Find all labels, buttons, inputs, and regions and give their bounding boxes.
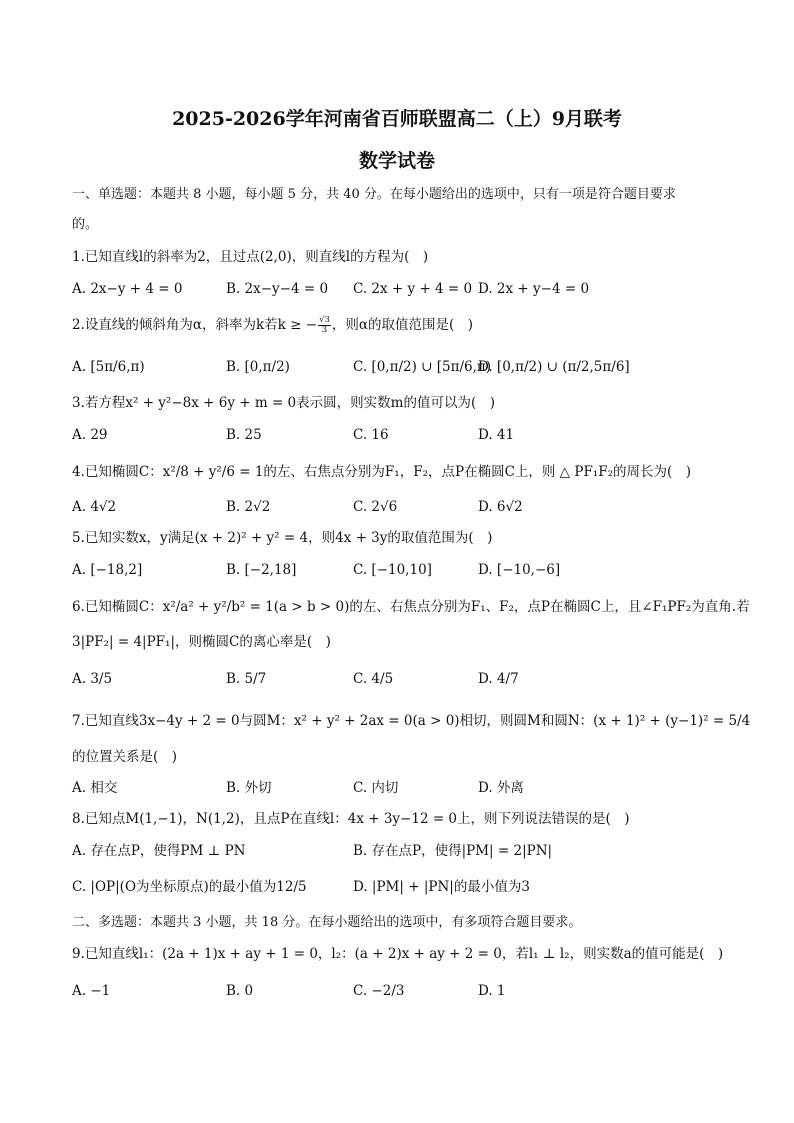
question-4-option-c: C. 2√6 — [353, 499, 398, 515]
question-2-option-a: A. [5π/6,π) — [72, 359, 145, 375]
question-6-option-d: D. 4/7 — [478, 671, 519, 687]
question-3-option-b: B. 25 — [226, 427, 262, 443]
question-8-option-c: C. |OP|(O为坐标原点)的最小值为12/5 — [72, 879, 307, 895]
question-9-option-b: B. 0 — [226, 983, 254, 999]
question-5-option-a: A. [−18,2] — [72, 562, 143, 578]
question-9-option-d: D. 1 — [478, 983, 506, 999]
question-5-option-c: C. [−10,10] — [353, 562, 432, 578]
question-8-stem: 8.已知点M(1,−1)，N(1,2)，且点P在直线l：4x + 3y−12 = 0上，则下列说法错误的是( ) — [72, 811, 630, 827]
question-5-option-d: D. [−10,−6] — [478, 562, 561, 578]
question-2-option-b: B. [0,π/2) — [226, 359, 290, 375]
question-9-option-c: C. −2/3 — [353, 983, 405, 999]
question-6-option-c: C. 4/5 — [353, 671, 394, 687]
question-2-option-d: D. [0,π/2) ∪ (π/2,5π/6] — [478, 359, 630, 375]
section-heading-single-choice-cont: 的。 — [72, 217, 99, 232]
question-3-option-a: A. 29 — [72, 427, 108, 443]
fraction-denominator: 3 — [321, 325, 328, 335]
question-3-option-c: C. 16 — [353, 427, 389, 443]
question-7-stem-cont: 的位置关系是( ) — [72, 749, 178, 765]
question-1-option-c: C. 2x + y + 4 = 0 — [353, 281, 473, 297]
question-7-option-a: A. 相交 — [72, 780, 118, 796]
question-7-option-b: B. 外切 — [226, 780, 272, 796]
exam-subtitle: 数学试卷 — [358, 150, 435, 172]
question-8-option-d: D. |PM| + |PN|的最小值为3 — [353, 879, 530, 895]
exam-title: 2025-2026学年河南省百师联盟高二（上）9月联考 — [172, 108, 622, 130]
question-2-option-c: C. [0,π/2) ∪ [5π/6,π) — [353, 359, 492, 375]
question-6-stem-cont: 3|PF₂| = 4|PF₁|，则椭圆C的离心率是( ) — [72, 634, 331, 650]
question-7-stem: 7.已知直线3x−4y + 2 = 0与圆M：x² + y² + 2ax = 0(a > 0)相切，则圆M和圆N：(x + 1)² + (y−1)² = 5/4 — [72, 713, 751, 729]
question-6-stem: 6.已知椭圆C：x²/a² + y²/b² = 1(a > b > 0)的左、右焦点分别为F₁、F₂，点P在椭圆C上，且∠F₁PF₂为直角.若 — [72, 599, 750, 615]
question-7-option-d: D. 外离 — [478, 780, 524, 796]
question-2-stem-part-a: 2.设直线的倾斜角为α，斜率为k若k ≥ − — [72, 317, 318, 333]
question-5-option-b: B. [−2,18] — [226, 562, 297, 578]
question-6-option-a: A. 3/5 — [72, 671, 113, 687]
question-9-option-a: A. −1 — [72, 983, 111, 999]
question-3-stem: 3.若方程x² + y²−8x + 6y + m = 0表示圆，则实数m的值可以为( ) — [72, 395, 495, 411]
section-heading-single-choice: 一、单选题：本题共 8 小题，每小题 5 分，共 40 分。在每小题给出的选项中，只有一项是符合题目要求 — [72, 187, 676, 202]
question-4-stem: 4.已知椭圆C：x²/8 + y²/6 = 1的左、右焦点分别为F₁，F₂，点P在椭圆C上，则 △ PF₁F₂的周长为( ) — [72, 464, 692, 480]
question-2-stem-part-b: ，则α的取值范围是( ) — [331, 317, 474, 333]
question-3-option-d: D. 41 — [478, 427, 515, 443]
fraction-numerator: √3 — [319, 315, 330, 325]
question-8-option-a: A. 存在点P，使得PM ⊥ PN — [72, 843, 246, 859]
section-heading-multiple-choice: 二、多选题：本题共 3 小题，共 18 分。在每小题给出的选项中，有多项符合题目要求。 — [72, 915, 582, 930]
question-1-option-a: A. 2x−y + 4 = 0 — [72, 281, 183, 297]
question-8-option-b: B. 存在点P，使得|PM| = 2|PN| — [353, 843, 553, 859]
question-1-stem: 1.已知直线l的斜率为2，且过点(2,0)，则直线l的方程为( ) — [72, 249, 429, 265]
question-7-option-c: C. 内切 — [353, 780, 399, 796]
question-6-option-b: B. 5/7 — [226, 671, 267, 687]
question-4-option-a: A. 4√2 — [72, 499, 117, 515]
question-1-option-b: B. 2x−y−4 = 0 — [226, 281, 329, 297]
question-5-stem: 5.已知实数x，y满足(x + 2)² + y² = 4，则4x + 3y的取值范围为( ) — [72, 530, 493, 546]
question-4-option-b: B. 2√2 — [226, 499, 271, 515]
question-2-stem — [72, 315, 732, 335]
question-1-option-d: D. 2x + y−4 = 0 — [478, 281, 590, 297]
question-4-option-d: D. 6√2 — [478, 499, 523, 515]
sqrt3-over-3-fraction — [318, 316, 331, 335]
question-9-stem: 9.已知直线l₁：(2a + 1)x + ay + 1 = 0，l₂：(a + 2)x + ay + 2 = 0，若l₁ ⊥ l₂，则实数a的值可能是( ) — [72, 946, 724, 962]
